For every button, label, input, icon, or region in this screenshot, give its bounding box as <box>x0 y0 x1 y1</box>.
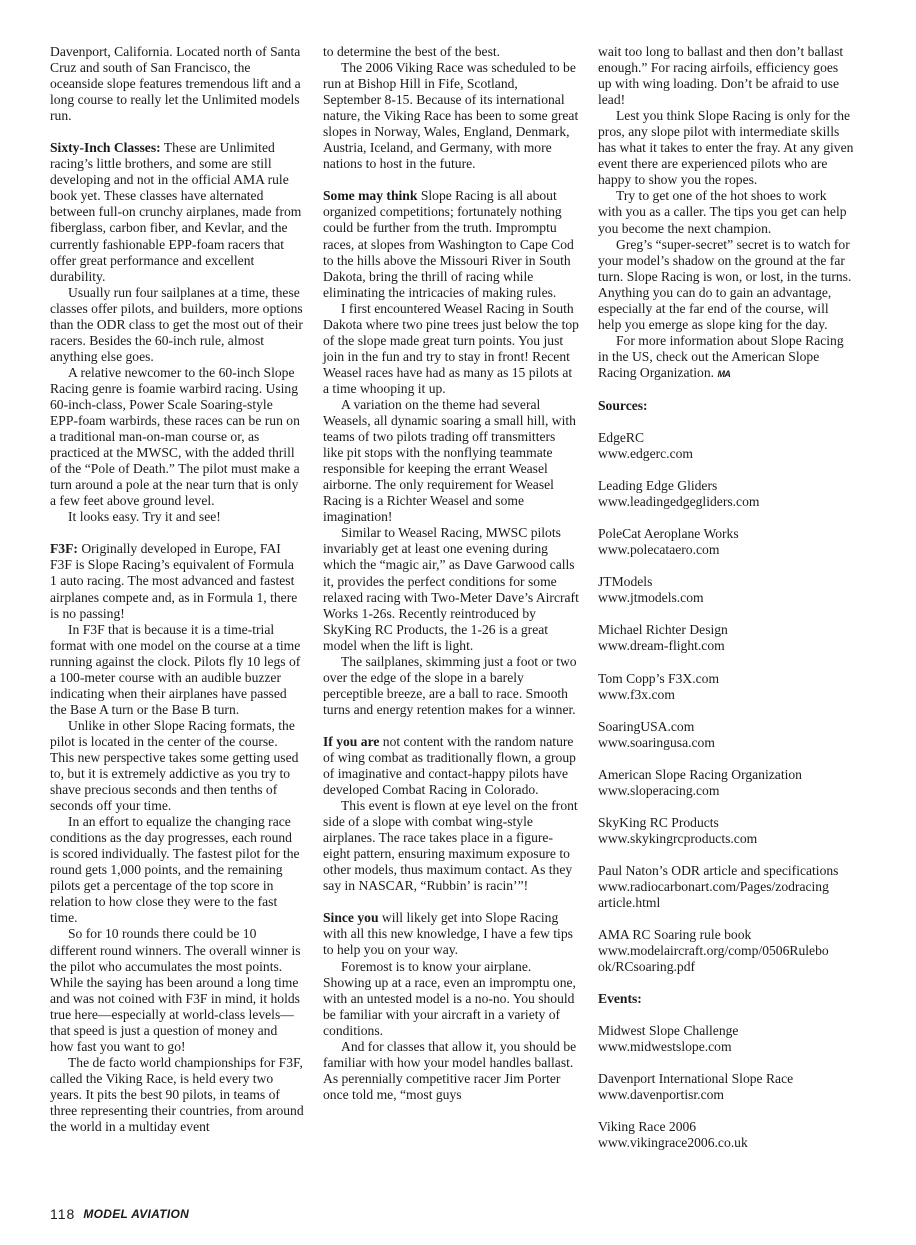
list-item-name: JTModels <box>598 574 653 590</box>
list-item <box>598 719 854 751</box>
paragraph: This event is flown at eye level on the front side of a slope with combat wing-style airplanes. The race takes place in a figure-eight pattern, ensuring maximum exposure to other models, thus maximum contact. As they say in NASCAR, “Rubbin’ is racin’”! <box>323 798 578 894</box>
list-item-name: Viking Race 2006 <box>598 1119 697 1135</box>
list-item-url[interactable]: www.edgerc.com <box>598 446 693 462</box>
list-item <box>598 478 854 510</box>
section-lead: F3F: <box>50 541 78 557</box>
list-item-url[interactable]: www.radiocarbonart.com/Pages/zodracing article.html <box>598 878 829 910</box>
paragraph: In F3F that is because it is a time-trial format with one model on the course at a time running against the clock. Pilots fly 10 legs of a 100-meter course with an audible buzzer indicating when their airplanes have passed the Base A turn or the Base B turn. <box>50 621 301 717</box>
list-item <box>598 927 854 975</box>
magazine-name: MODEL AVIATION <box>83 1207 190 1221</box>
paragraph-closing: For more information about Slope Racing in the US, check out the American Slope Racing Organization. MA <box>598 332 844 380</box>
list-item <box>598 815 854 847</box>
paragraph: And for classes that allow it, you should be familiar with how your model handles ballast. As perennially competitive racer Jim Porter once told me, “most guys <box>323 1038 577 1102</box>
list-item-url[interactable]: www.f3x.com <box>598 686 675 702</box>
section-lead: Since you <box>323 910 379 926</box>
list-item-name: AMA RC Soaring rule book <box>598 927 752 943</box>
paragraph-f3f: F3F: Originally developed in Europe, FAI F3F is Slope Racing’s equivalent of Formula 1 auto racing. The most advanced and fastest airplanes compete and, as in Formula 1, there is no passing! <box>50 541 298 621</box>
paragraph: Unlike in other Slope Racing formats, the pilot is located in the center of the course. This new perspective takes some getting used to, but it is extremely addictive as you try to shave precious seconds and then tenths of seconds off your time. <box>50 717 299 814</box>
list-item <box>598 1119 854 1151</box>
list-item-name: Michael Richter Design <box>598 622 728 638</box>
paragraph: Try to get one of the hot shoes to work with you as a caller. The tips you get can help you become the next champion. <box>598 188 847 236</box>
list-item-name: Leading Edge Gliders <box>598 478 718 494</box>
page-number: 118 <box>50 1206 76 1222</box>
paragraph: In an effort to equalize the changing race conditions as the day progresses, each round is scored individually. The fastest pilot for the round gets 1,000 points, and the remaining pilots get a percentage of the top score in relation to how close they were to the fast time. <box>50 814 300 926</box>
list-item <box>598 671 854 703</box>
paragraph: Davenport, California. Located north of Santa Cruz and south of San Francisco, the oceanside slope features tremendous lift and a long course to really let the Unlimited models run. <box>50 44 301 124</box>
list-item-url[interactable]: www.davenportisr.com <box>598 1087 724 1103</box>
list-item-name: Davenport International Slope Race <box>598 1071 794 1087</box>
list-item-url[interactable]: www.polecataero.com <box>598 542 720 558</box>
list-item-url[interactable]: www.dream-flight.com <box>598 638 725 654</box>
paragraph: The 2006 Viking Race was scheduled to be run at Bishop Hill in Fife, Scotland, September 8-15. Because of its international nature, the Viking Race has been to some great slopes in Norway, Wales, England, Denmark, Austria, Iceland, and Germany, with more nations to host in the future. <box>323 60 579 172</box>
list-item-url[interactable]: www.soaringusa.com <box>598 734 715 750</box>
paragraph: Greg’s “super-secret” secret is to watch for your model’s shadow on the ground at the far turn. Slope Racing is won, or lost, in the turns. Anything you can do to gain an advantage, especially at the far end of the course, will help you emerge as slope king for the day. <box>598 236 852 332</box>
list-item-url[interactable]: www.midwestslope.com <box>598 1039 732 1055</box>
paragraph-some-may-think: Some may think Slope Racing is all about organized competitions; fortunately nothing could be further from the truth. Impromptu races, at slopes from Washington to Cape Cod to the hills above the Missouri River in South Dakota, bring the thrill of racing while eliminating the intricacies of making rules. <box>323 188 574 300</box>
list-item <box>598 574 854 606</box>
section-lead: If you are <box>323 733 380 749</box>
list-item <box>598 430 854 462</box>
list-item-name: Midwest Slope Challenge <box>598 1023 739 1039</box>
list-item <box>598 767 854 799</box>
end-mark-logo: MA <box>717 368 731 379</box>
paragraph-sixty-inch: Sixty-Inch Classes: These are Unlimited racing’s little brothers, and some are still developing and not in the official AMA rule book yet. These classes have alternated between full-on crunchy airplanes, made from fiberglass, carbon fiber, and Kevlar, and the currently fashionable EPP-foam racers that offer great performance and excellent durability. <box>50 140 302 284</box>
sources-list <box>598 430 854 975</box>
list-item-name: Tom Copp’s F3X.com <box>598 670 720 686</box>
list-item-name: SoaringUSA.com <box>598 718 695 734</box>
paragraph: The sailplanes, skimming just a foot or two over the edge of the slope in a barely perceptible breeze, are a ball to race. Smooth turns and energy retention makes for a winner. <box>323 653 577 717</box>
list-item <box>598 1071 854 1103</box>
article-column-1 <box>50 44 304 1135</box>
section-lead: Some may think <box>323 188 418 204</box>
paragraph: I first encountered Weasel Racing in South Dakota where two pine trees just below the top of the slope made great turn points. You just join in the fun and try to stay in front! Recent Weasel races have had as many as 15 pilots at a time whooping it up. <box>323 300 579 396</box>
sources-heading: Sources: <box>598 397 648 413</box>
list-item-name: American Slope Racing Organization <box>598 766 802 782</box>
paragraph: A variation on the theme had several Weasels, all dynamic soaring a small hill, with teams of two pilots trading off transmitters like pit stops with the nonflying teammate responsible for keeping the errant Weasel airborne. The only requirement for Weasel Racing is a Richter Weasel and some imagination! <box>323 396 576 525</box>
list-item-name: SkyKing RC Products <box>598 814 719 830</box>
paragraph: Usually run four sailplanes at a time, these classes offer pilots, and builders, more options than the ODR class to get the most out of their racers. Besides the 60-inch rule, almost anything else goes. <box>50 284 303 364</box>
paragraph-if-you-are: If you are not content with the random nature of wing combat as traditionally flown, a group of imaginative and contact-happy pilots have developed Combat Racing in Colorado. <box>323 733 576 798</box>
paragraph-since-you: Since you will likely get into Slope Racing with all this new knowledge, I have a few tips to help you on your way. <box>323 910 573 958</box>
article-column-2 <box>323 44 579 1103</box>
list-item-url[interactable]: www.modelaircraft.org/comp/0506Rulebo ok/RCsoaring.pdf <box>598 943 829 975</box>
list-item <box>598 1023 854 1055</box>
paragraph: The de facto world championships for F3F, called the Viking Race, is held every two years. It pits the best 90 pilots, in teams of three representing their countries, from around the world in a multiday event <box>50 1054 304 1135</box>
paragraph: It looks easy. Try it and see! <box>68 509 221 525</box>
article-column-3 <box>598 44 854 1151</box>
list-item-name: PoleCat Aeroplane Works <box>598 526 739 542</box>
paragraph: Similar to Weasel Racing, MWSC pilots invariably get at least one evening during which the “magic air,” as Dave Garwood calls it, provides the perfect conditions for some relaxed racing with Two-Meter Dave’s Aircraft Works 1-26s. Recently reintroduced by SkyKing RC Products, the 1-26 is a great model when the lift is light. <box>323 525 579 653</box>
list-item <box>598 622 854 654</box>
paragraph: to determine the best of the best. <box>323 44 501 59</box>
list-item-url[interactable]: www.jtmodels.com <box>598 590 704 606</box>
paragraph: A relative newcomer to the 60-inch Slope Racing genre is foamie warbird racing. Using 60-inch-class, Power Scale Soaring-style EPP-foam warbirds, these races can be run on a traditional man-on-man course or, as practiced at the MWSC, with the added thrill of the “Pole of Death.” The pilot must make a turn around a pole at the near turn that is only a few feet above ground level. <box>50 364 300 509</box>
paragraph: Foremost is to know your airplane. Showing up at a race, even an impromptu one, with an untested model is a no-no. You should be familiar with your aircraft in a variety of conditions. <box>323 958 576 1038</box>
page-footer <box>50 1206 189 1222</box>
list-item-url[interactable]: www.leadingedgegliders.com <box>598 494 760 510</box>
section-lead: Sixty-Inch Classes: <box>50 140 161 156</box>
list-item-url[interactable]: www.skykingrcproducts.com <box>598 830 758 846</box>
events-heading: Events: <box>598 991 642 1007</box>
events-list <box>598 1023 854 1151</box>
list-item <box>598 863 854 911</box>
list-item <box>598 526 854 558</box>
paragraph: So for 10 rounds there could be 10 different round winners. The overall winner is the pilot who accumulates the most points. While the saying has been around a long time and was not coined with F3F in mind, it holds true here—especially at world-class levels—that speed is just a question of money and how fast you want to go! <box>50 926 301 1054</box>
list-item-name: EdgeRC <box>598 430 645 446</box>
list-item-name: Paul Naton’s ODR article and specifications <box>598 862 839 878</box>
paragraph: Lest you think Slope Racing is only for the pros, any slope pilot with intermediate skills has what it takes to enter the fray. At any given event there are experienced pilots who are happy to show you the ropes. <box>598 108 854 188</box>
paragraph: wait too long to ballast and then don’t ballast enough.” For racing airfoils, efficiency goes up with wing loading. Don’t be afraid to use lead! <box>598 44 844 108</box>
list-item-url[interactable]: www.sloperacing.com <box>598 782 720 798</box>
list-item-url[interactable]: www.vikingrace2006.co.uk <box>598 1135 748 1151</box>
